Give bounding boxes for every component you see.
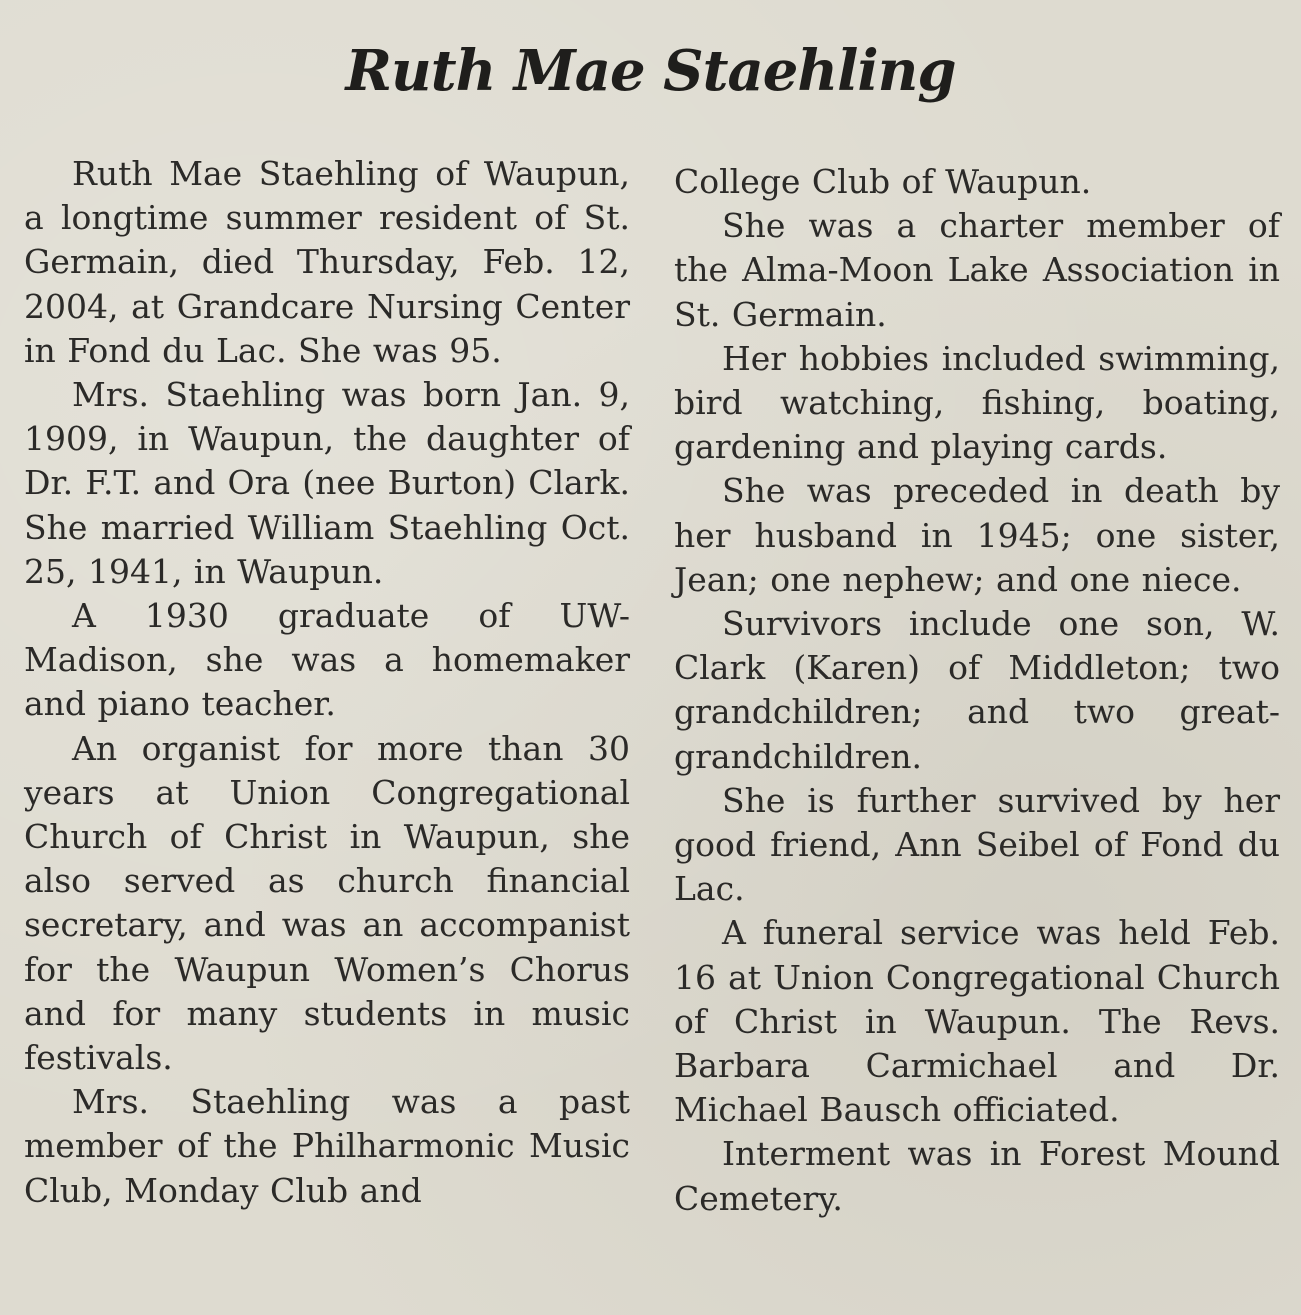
paragraph-education: A 1930 graduate of UW-Madison, she was a homemaker and piano teacher. <box>24 596 630 724</box>
paragraph-funeral: A funeral service was held Feb. 16 at Union Congregational Church of Christ in Waupun. The Revs. Barbara Carmichael and Dr. Michael Bausch officiated. <box>674 913 1280 1130</box>
paragraph-death-notice: Ruth Mae Staehling of Waupun, a longtime summer resident of St. Germain, died Thursday, Feb. 12, 2004, at Grandcare Nursing Center in Fond du Lac. She was 95. <box>24 154 630 370</box>
paragraph-birth-marriage: Mrs. Staehling was born Jan. 9, 1909, in Waupun, the daughter of Dr. F.T. and Ora (nee Burton) Clark. She married William Staehling Oct. 25, 1941, in Waupun. <box>24 375 630 591</box>
paragraph-organist: An organist for more than 30 years at Union Congregational Church of Christ in Waupun, she also served as church financial secretary, and was an accompanist for the Waupun Women’s Chorus and for many students in music festivals. <box>24 728 630 1078</box>
paragraph-survivors: Survivors include one son, W. Clark (Karen) of Middleton; two grandchildren; and two great-grandchildren. <box>674 604 1280 776</box>
paragraph-interment: Interment was in Forest Mound Cemetery. <box>674 1134 1280 1218</box>
paragraph-preceded-in-death: She was preceded in death by her husband in 1945; one sister, Jean; one nephew; and one niece. <box>674 471 1280 599</box>
paragraph-clubs-continued: College Club of Waupun. <box>674 162 1092 201</box>
left-column <box>24 152 630 1213</box>
paragraph-friend: She is further survived by her good friend, Ann Seibel of Fond du Lac. <box>674 780 1280 909</box>
paragraph-lake-association: She was a charter member of the Alma-Moon Lake Association in St. Germain. <box>674 206 1280 334</box>
paragraph-clubs: Mrs. Staehling was a past member of the Philharmonic Music Club, Monday Club and <box>24 1082 630 1210</box>
paragraph-hobbies: Her hobbies included swimming, bird watching, fishing, boating, gardening and playing cards. <box>674 338 1280 467</box>
right-column <box>674 160 1280 1221</box>
obituary-headline: Ruth Mae Staehling <box>345 38 956 104</box>
